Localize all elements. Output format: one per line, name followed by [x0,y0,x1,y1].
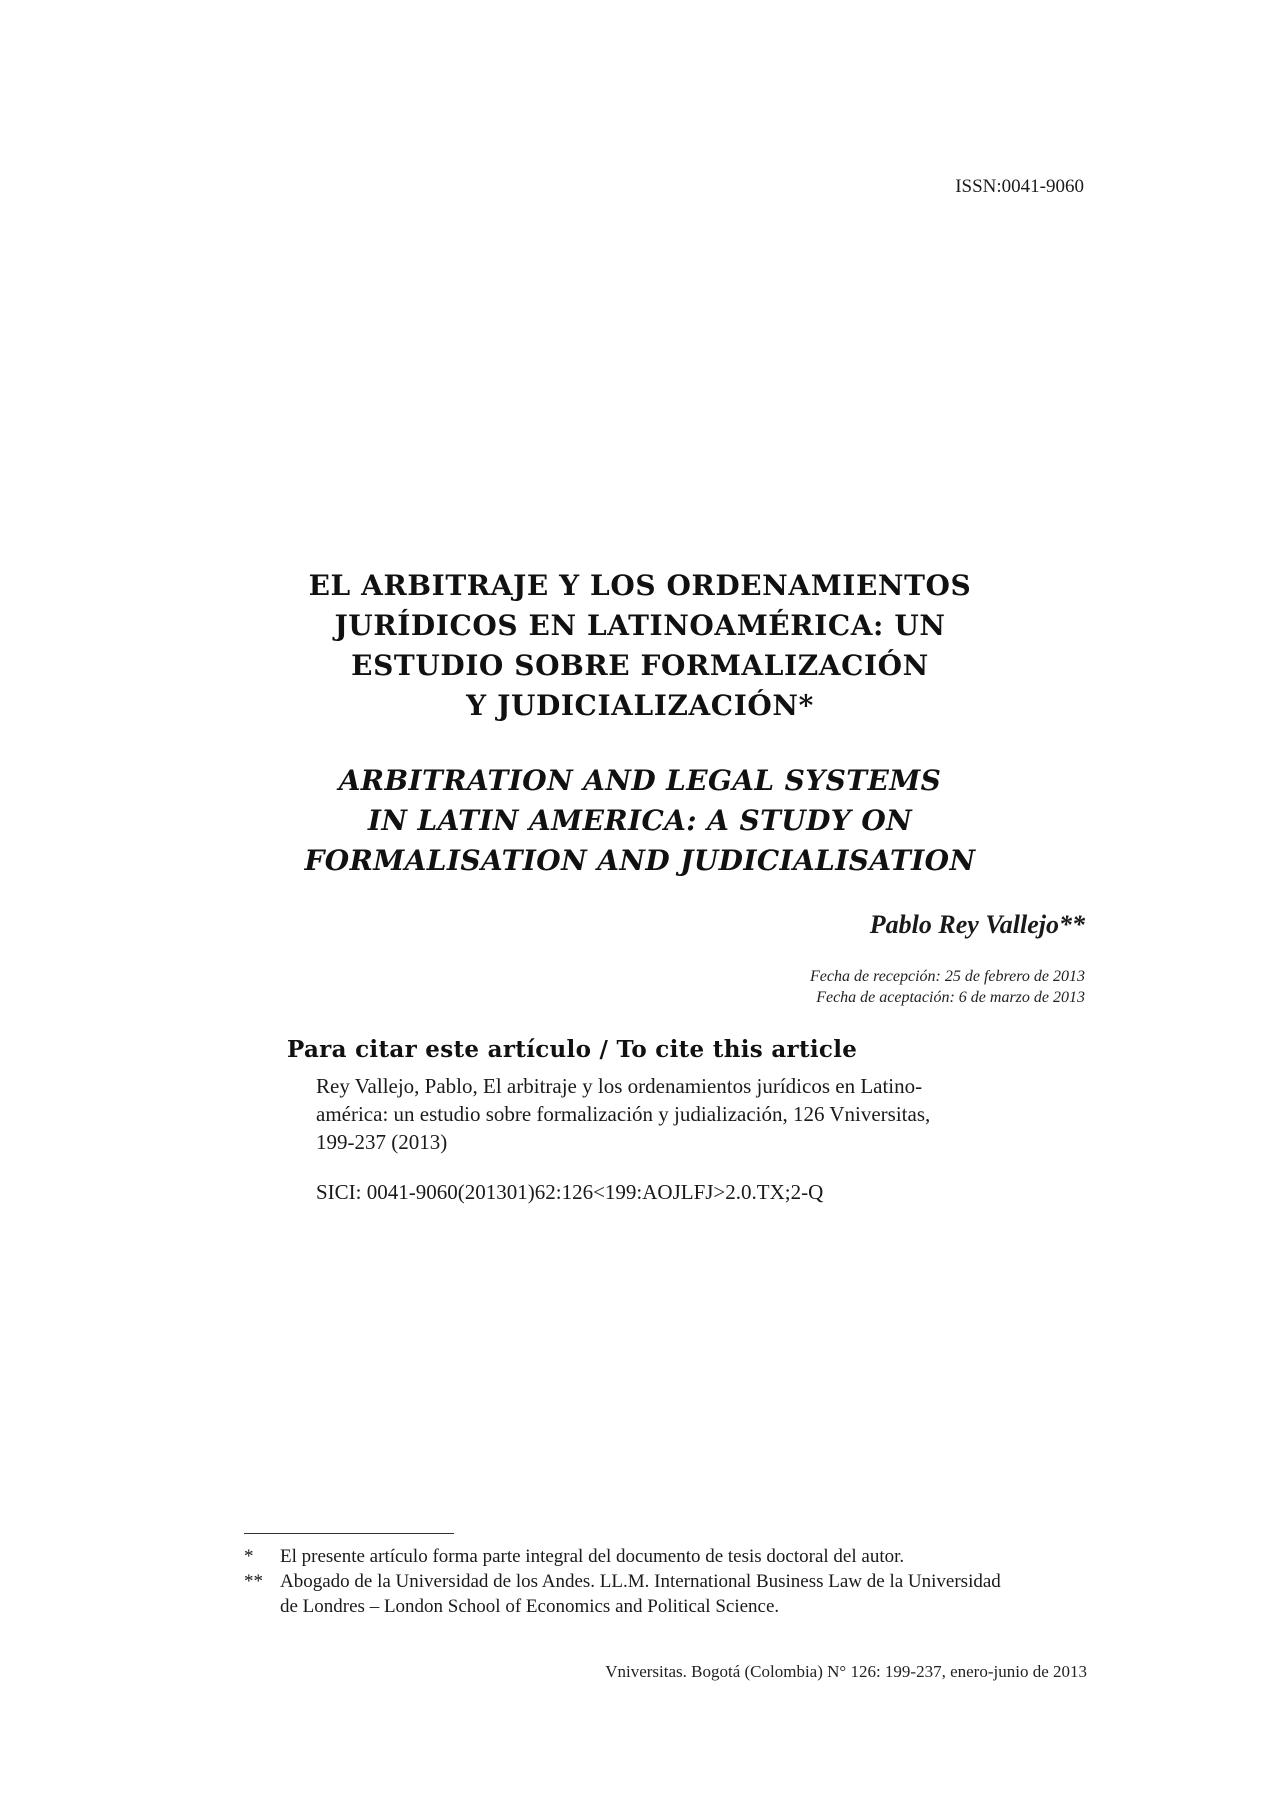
accepted-date: Fecha de aceptación: 6 de marzo de 2013 [816,989,1085,1006]
footnote-divider [244,1533,454,1534]
footnote [244,1569,1094,1619]
citation-line: Rey Vallejo, Pablo, El arbitraje y los ordenamientos jurídicos en Latino- [316,1074,923,1098]
footnote-text [280,1544,904,1569]
issn-number: ISSN:0041-9060 [955,176,1084,197]
sici-code: SICI: 0041-9060(201301)62:126<199:AOJLFJ>2.0.TX;2-Q [316,1180,824,1204]
footnote-line: Abogado de la Universidad de los Andes. LL.M. International Business Law de la Universidad [280,1571,1001,1592]
footnote-marker: * [244,1546,254,1567]
footnote [244,1544,1094,1569]
title-line: ESTUDIO SOBRE FORMALIZACIÓN [351,649,929,682]
citation-line: 199-237 (2013) [316,1130,448,1154]
article-title-spanish [240,566,1040,726]
article-title-english [240,761,1040,881]
footnote-text [280,1569,1001,1619]
footnote-line: El presente artículo forma parte integral del documento de tesis doctoral del autor. [280,1546,905,1567]
submission-dates [810,966,1085,1008]
author-name: Pablo Rey Vallejo** [869,910,1085,939]
title-line: Y JUDICIALIZACIÓN* [466,689,814,722]
journal-footer: Vniversitas. Bogotá (Colombia) N° 126: 199-237, enero-junio de 2013 [605,1662,1087,1681]
title-line: FORMALISATION AND JUDICIALISATION [304,844,976,877]
citation-text [316,1072,1036,1156]
footnote-marker: ** [244,1571,263,1592]
citation-line: américa: un estudio sobre formalización y judialización, 126 Vniversitas, [316,1102,931,1126]
received-date: Fecha de recepción: 25 de febrero de 2013 [809,968,1085,985]
title-line: ARBITRATION AND LEGAL SYSTEMS [338,764,942,797]
footnote-line: de Londres – London School of Economics and Political Science. [280,1596,780,1617]
footnotes [244,1544,1094,1619]
title-line: JURÍDICOS EN LATINOAMÉRICA: UN [334,609,946,642]
title-line: IN LATIN AMERICA: A STUDY ON [367,804,913,837]
title-line: EL ARBITRAJE Y LOS ORDENAMIENTOS [308,569,972,602]
citation-heading: Para citar este artículo / To cite this article [287,1036,858,1063]
